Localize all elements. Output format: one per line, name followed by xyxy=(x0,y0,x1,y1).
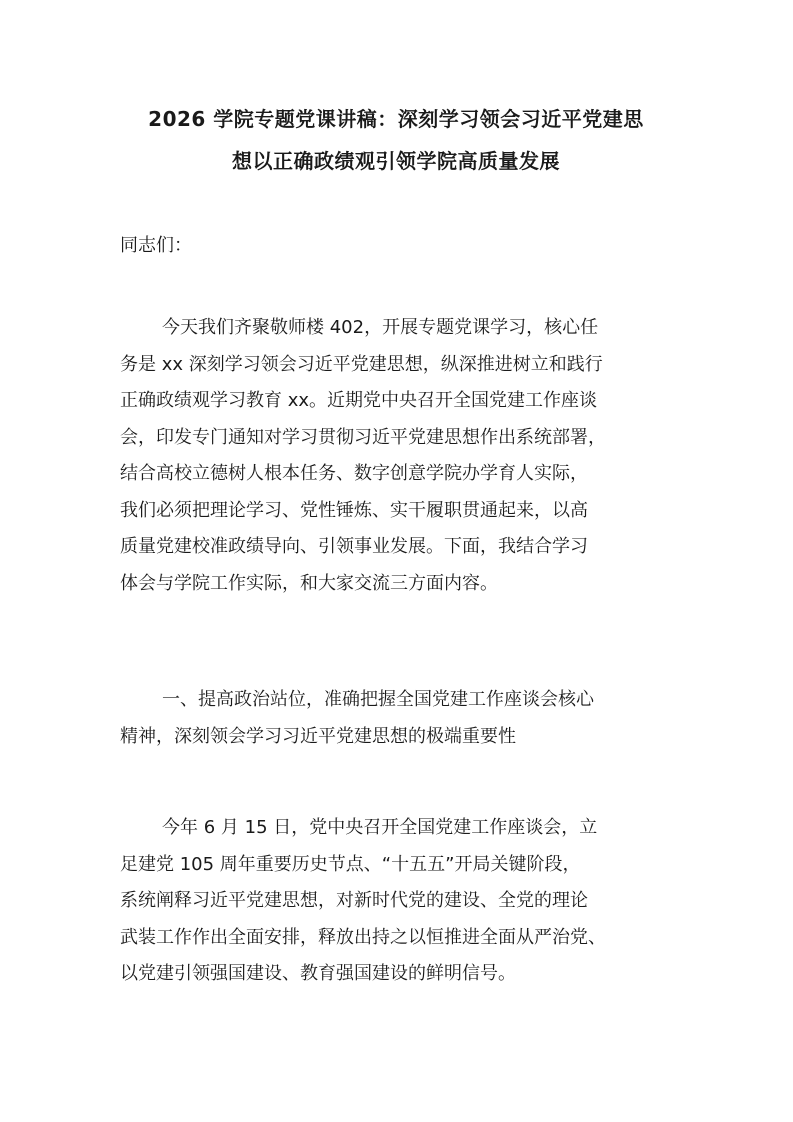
section-heading-1 xyxy=(120,682,680,755)
text-line: 一、提高政治站位，准确把握全国党建工作座谈会核心 xyxy=(162,689,594,710)
text-line: 足建党 105 周年重要历史节点、“十五五”开局关键阶段， xyxy=(120,853,581,875)
text-line: 今年 6 月 15 日，党中央召开全国党建工作座谈会，立 xyxy=(162,817,598,838)
text-line: 正确政绩观学习教育 xx。近期党中央召开全国党建工作座谈 xyxy=(120,390,598,411)
text-line: 系统阐释习近平党建思想，对新时代党的建设、全党的理论 xyxy=(120,890,588,911)
salutation: 同志们： xyxy=(120,235,192,256)
text-line: 以党建引领强国建设、教育强国建设的鲜明信号。 xyxy=(120,963,516,984)
text-line: 体会与学院工作实际，和大家交流三方面内容。 xyxy=(120,572,498,594)
title-line: 2026 学院专题党课讲稿：深刻学习领会习近平党建思 xyxy=(148,107,644,131)
title-line: 想以正确政绩观引领学院高质量发展 xyxy=(232,149,560,173)
document-title xyxy=(96,98,696,182)
text-line: 精神，深刻领会学习习近平党建思想的极端重要性 xyxy=(120,725,516,747)
text-line: 质量党建校准政绩导向、引领事业发展。下面，我结合学习 xyxy=(120,536,588,557)
paragraph-intro xyxy=(120,310,680,602)
text-line: 结合高校立德树人根本任务、数字创意学院办学育人实际， xyxy=(120,463,588,484)
text-line: 今天我们齐聚敬师楼 402，开展专题党课学习，核心任 xyxy=(162,317,599,338)
text-line: 务是 xx 深刻学习领会习近平党建思想，纵深推进树立和践行 xyxy=(120,353,603,375)
text-line: 武装工作作出全面安排，释放出持之以恒推进全面从严治党、 xyxy=(120,926,606,948)
paragraph-section-1 xyxy=(120,810,680,993)
text-line: 我们必须把理论学习、党性锤炼、实干履职贯通起来，以高 xyxy=(120,499,588,521)
text-line: 会，印发专门通知对学习贯彻习近平党建思想作出系统部署， xyxy=(120,426,606,448)
